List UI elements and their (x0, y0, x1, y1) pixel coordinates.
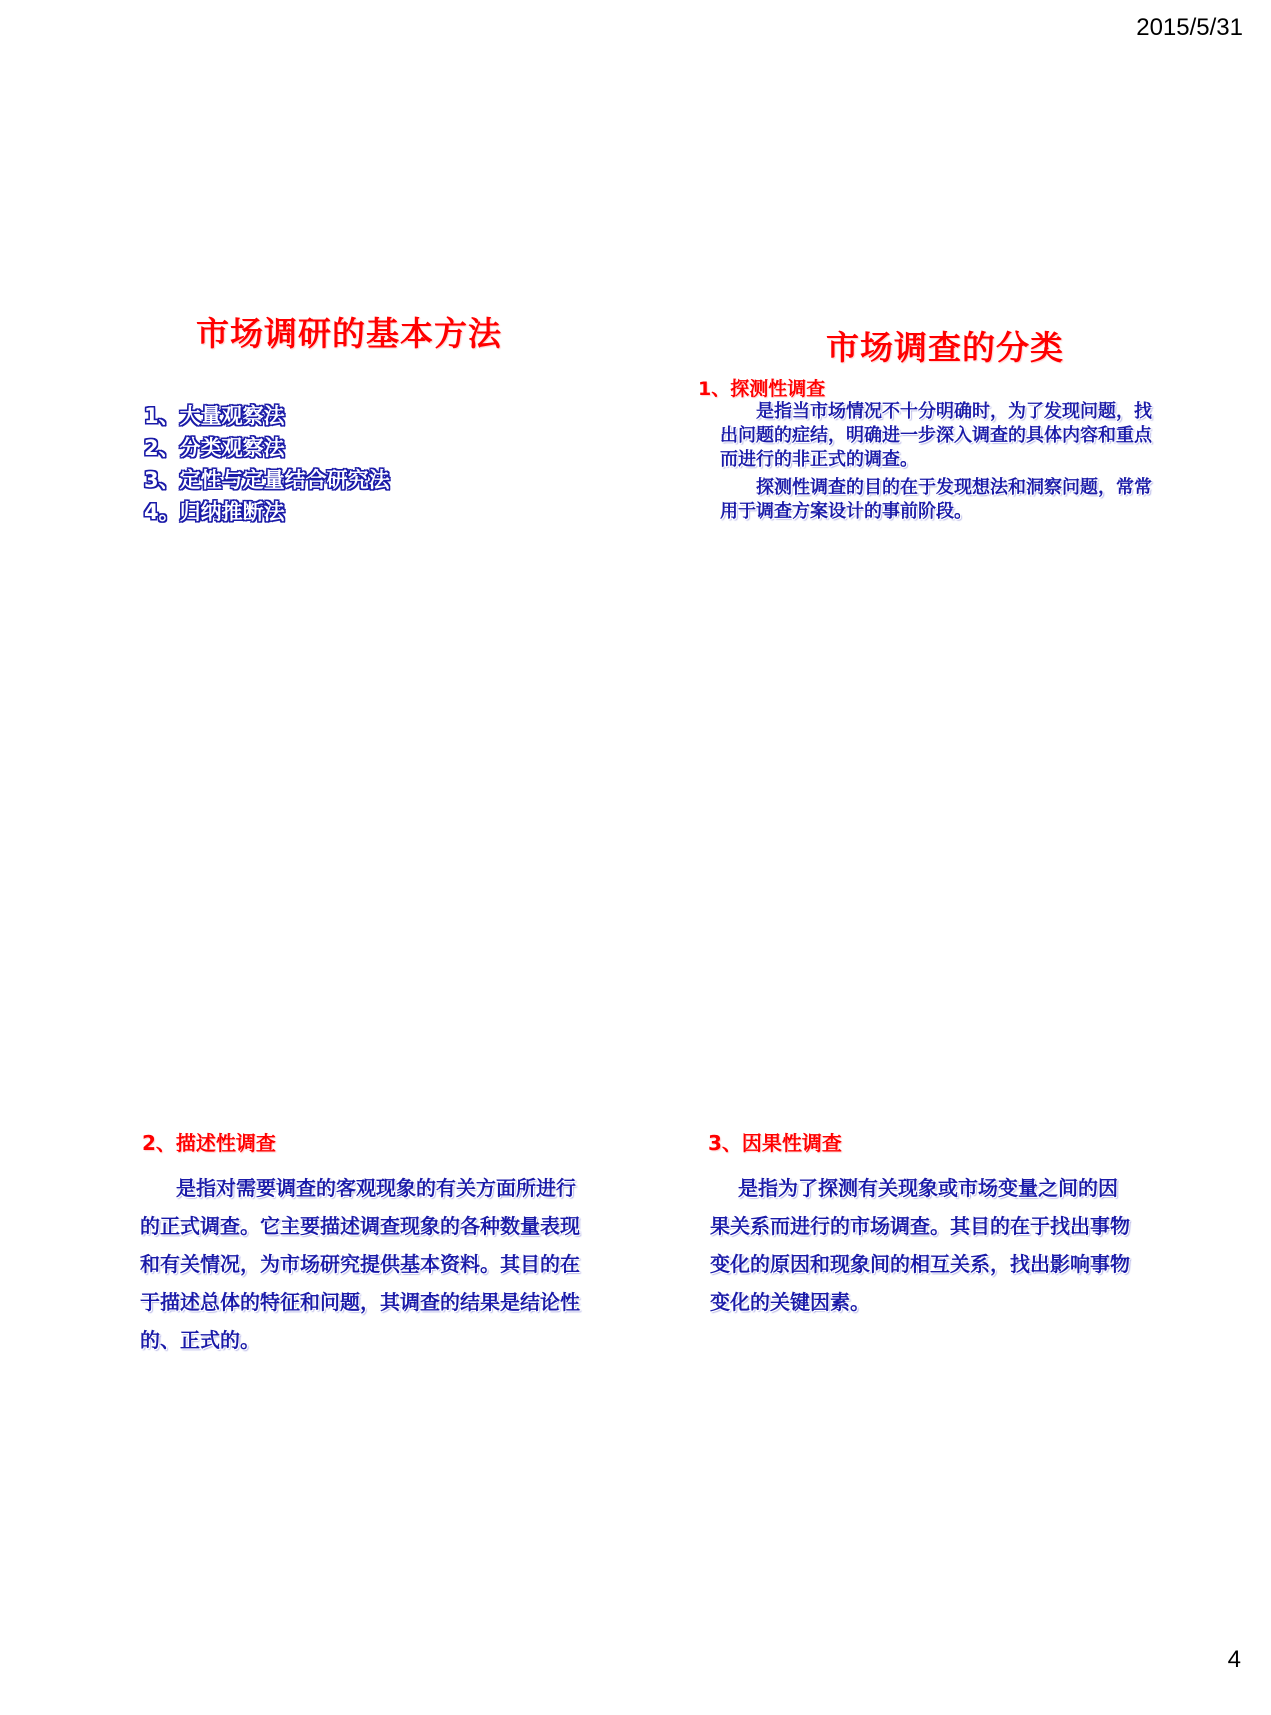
slide-survey-classification (630, 290, 1210, 890)
paragraph: 探测性调查的目的在于发现想法和洞察问题，常常用于调查方案设计的事前阶段。 (720, 477, 1152, 522)
section-body (710, 1169, 1130, 1321)
section-heading: 1、探测性调查 (698, 378, 826, 400)
list-item: 1、大量观察法 (144, 404, 285, 428)
methods-list (144, 400, 390, 528)
section-heading: 2、描述性调查 (142, 1131, 276, 1155)
section-heading: 3、因果性调查 (708, 1131, 842, 1155)
list-item: 2、分类观察法 (144, 436, 285, 460)
paragraph: 是指对需要调查的客观现象的有关方面所进行的正式调查。它主要描述调查现象的各种数量表现和有关情况，为市场研究提供基本资料。其目的在于描述总体的特征和问题，其调查的结果是结论性的、正式的。 (140, 1176, 580, 1352)
slide-descriptive-survey (60, 1115, 640, 1715)
slide-basic-methods (60, 290, 640, 890)
slide-causal-survey (630, 1115, 1210, 1715)
list-item: 4。归纳推断法 (144, 500, 285, 524)
paragraph: 是指为了探测有关现象或市场变量之间的因果关系而进行的市场调查。其目的在于找出事物变化的原因和现象间的相互关系，找出影响事物变化的关键因素。 (710, 1176, 1130, 1314)
section-body (720, 400, 1160, 528)
paragraph: 是指当市场情况不十分明确时，为了发现问题，找出问题的症结，明确进一步深入调查的具体内容和重点而进行的非正式的调查。 (720, 401, 1152, 470)
header-date: 2015/5/31 (1136, 14, 1243, 41)
section-body (140, 1169, 580, 1359)
slide-title: 市场调研的基本方法 (196, 314, 502, 353)
slide-title: 市场调查的分类 (826, 328, 1064, 367)
page-number: 4 (1227, 1646, 1241, 1673)
list-item: 3、定性与定量结合研究法 (144, 468, 390, 492)
